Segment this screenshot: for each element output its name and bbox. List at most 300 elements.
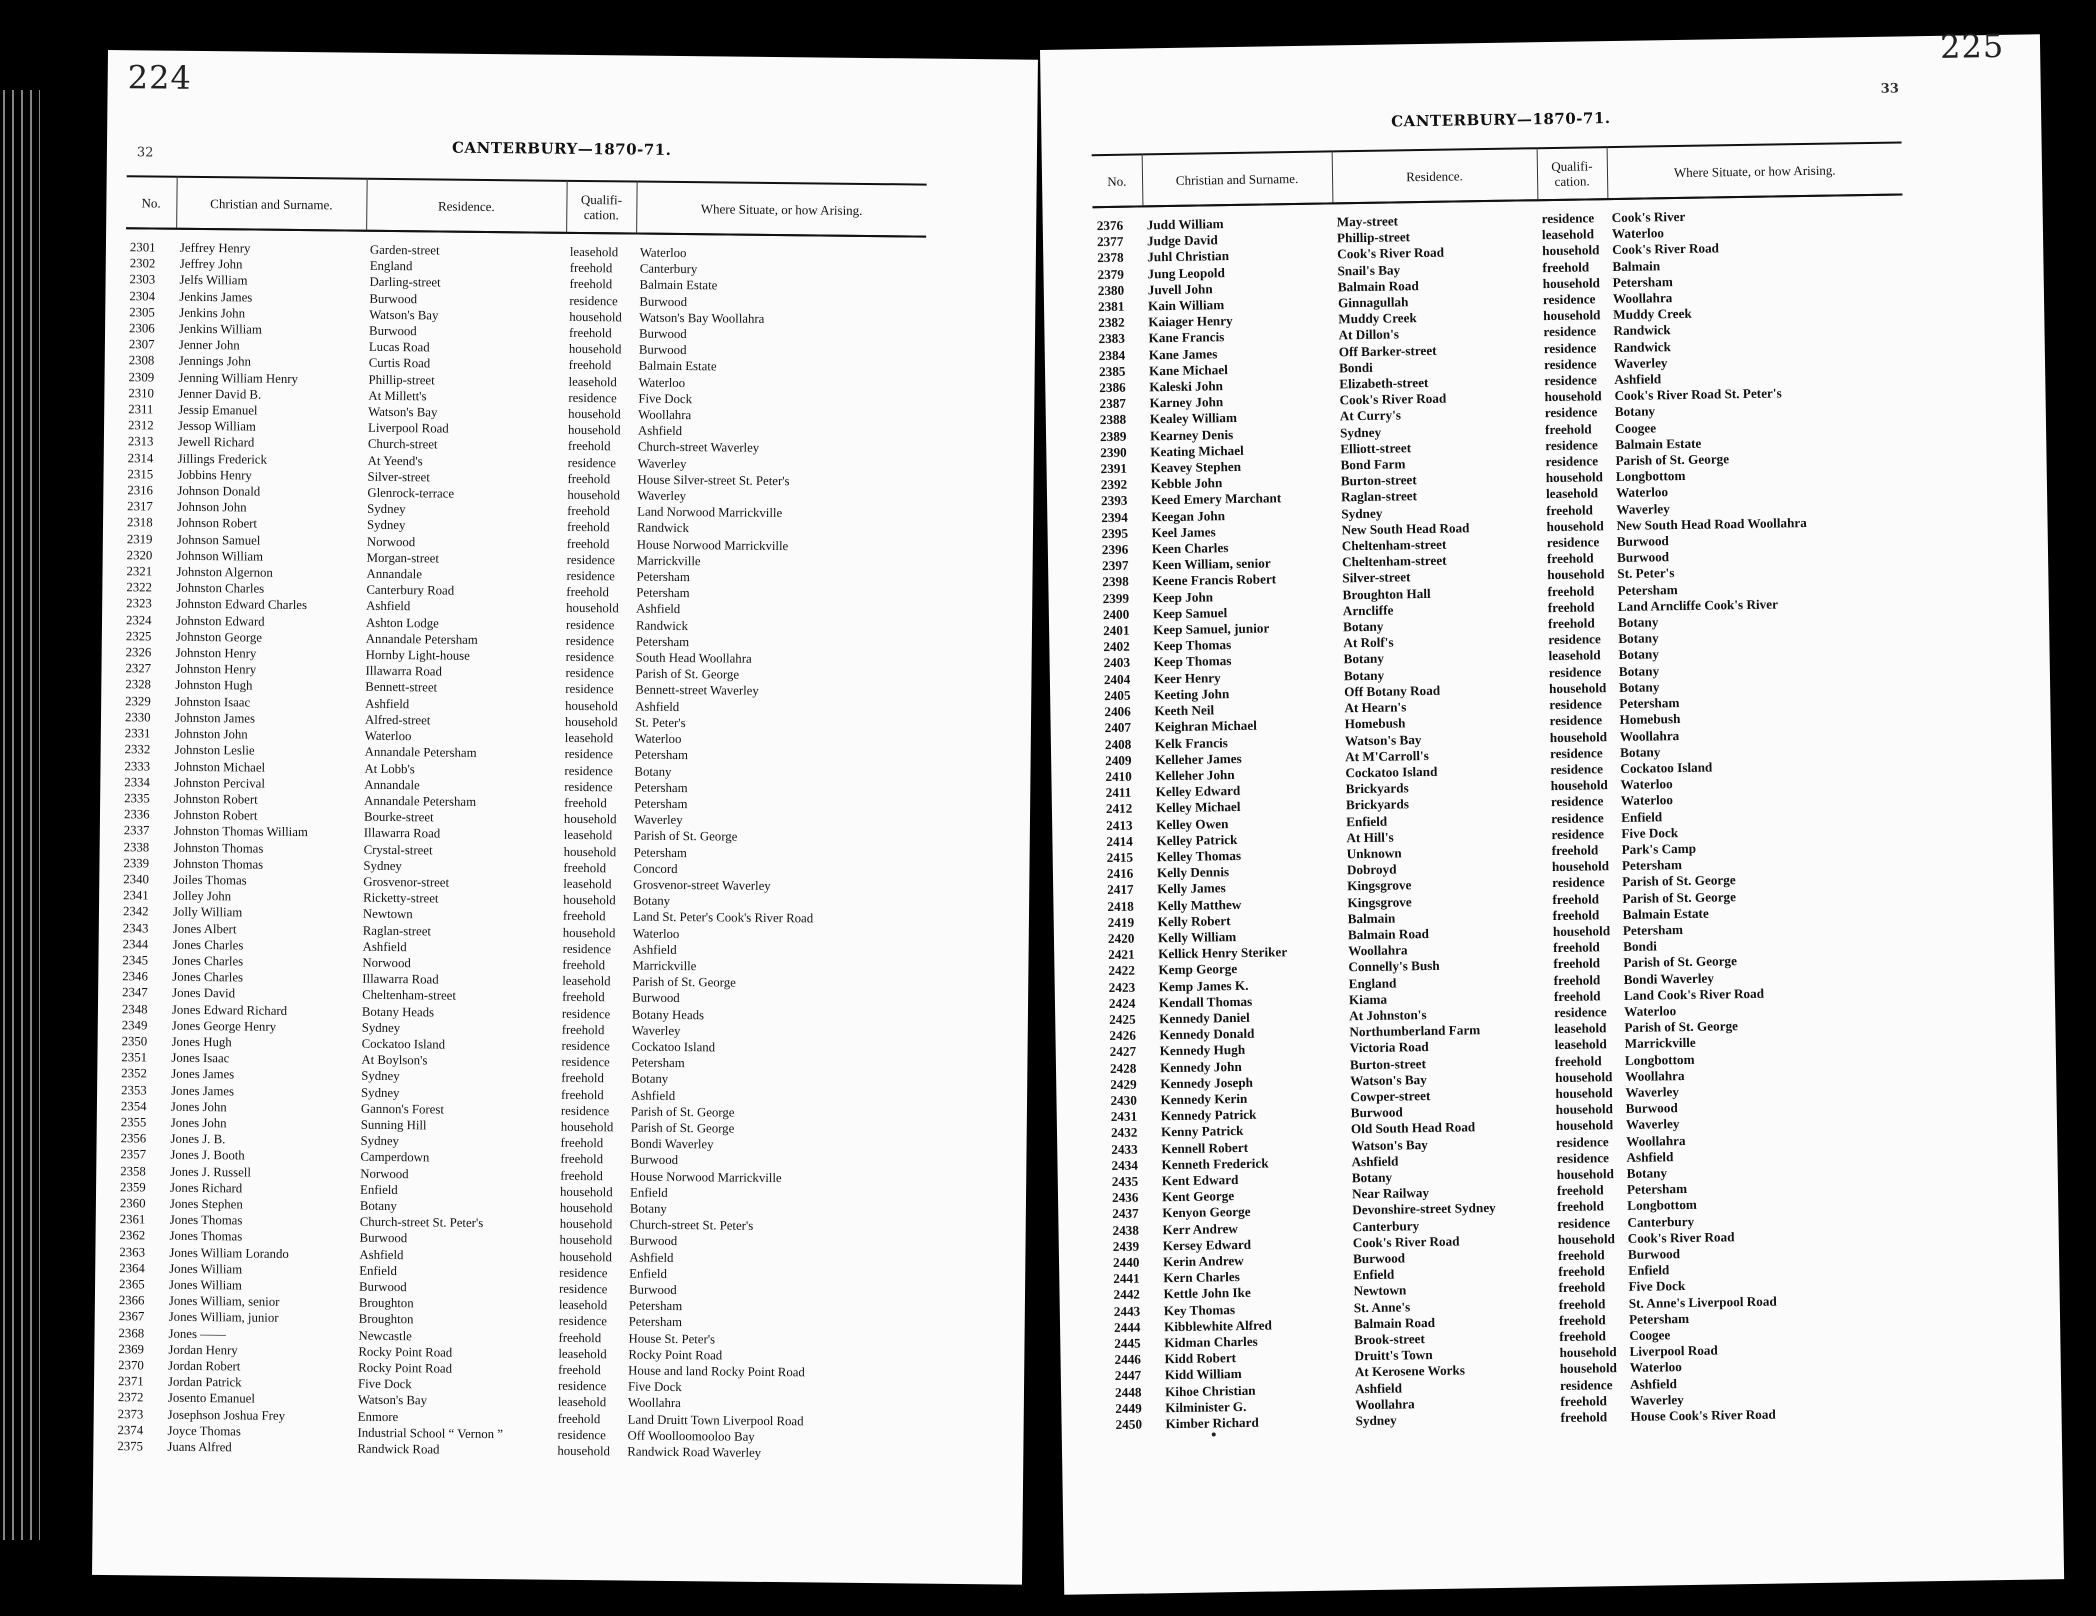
cell-name: Jenner John xyxy=(178,337,240,353)
cell-where-situate: Five Dock xyxy=(638,391,693,406)
cell-no: 2391 xyxy=(1100,460,1128,477)
cell-name: Kelleher John xyxy=(1155,766,1235,784)
cell-name: Keep John xyxy=(1152,589,1214,605)
cell-qualification: freehold xyxy=(561,1087,604,1102)
cell-residence: Druitt's Town xyxy=(1354,1347,1433,1364)
cell-where-situate: House Norwood Marrickville xyxy=(636,537,789,553)
cell-no: 2353 xyxy=(121,1082,147,1098)
cell-where-situate: Petersham xyxy=(1612,273,1673,290)
cell-residence: Annandale xyxy=(366,566,423,582)
cell-qualification: residence xyxy=(561,1038,610,1054)
cell-where-situate: Burwood xyxy=(630,1152,679,1168)
cell-where-situate: Waterloo xyxy=(634,731,682,747)
cell-where-situate: Ashfield xyxy=(1629,1375,1678,1392)
cell-qualification: freehold xyxy=(1559,1328,1607,1345)
cell-name: Keegan John xyxy=(1151,507,1226,524)
cell-name: Kennedy Kerin xyxy=(1160,1090,1248,1108)
cell-no: 2399 xyxy=(1102,590,1130,606)
cell-residence: Illawarra Road xyxy=(363,826,441,841)
cell-name: Johnston Thomas William xyxy=(173,824,308,840)
cell-no: 2407 xyxy=(1104,719,1132,736)
cell-qualification: household xyxy=(1549,728,1608,745)
cell-no: 2383 xyxy=(1098,331,1126,347)
cell-qualification: residence xyxy=(559,1265,608,1281)
cell-where-situate: Botany xyxy=(1619,744,1661,760)
cell-name: Jessop William xyxy=(177,418,256,434)
cell-where-situate: South Head Woollahra xyxy=(635,650,752,666)
cell-no: 2360 xyxy=(119,1196,146,1211)
cell-name: Kenyon George xyxy=(1162,1204,1251,1221)
cell-name: Jones —— xyxy=(168,1326,226,1341)
cell-where-situate: Woollahra xyxy=(638,407,692,423)
cell-qualification: freehold xyxy=(563,860,607,875)
cell-no: 2398 xyxy=(1102,574,1129,590)
cell-qualification: leasehold xyxy=(569,244,619,260)
cell-qualification: residence xyxy=(1549,744,1603,761)
cell-qualification: residence xyxy=(1557,1214,1611,1231)
cell-no: 2370 xyxy=(118,1358,144,1373)
cell-qualification: household xyxy=(1555,1117,1614,1134)
cell-where-situate: Botany xyxy=(1626,1165,1668,1181)
cell-name: Jeffrey Henry xyxy=(179,240,251,256)
cell-where-situate: Balmain xyxy=(1612,257,1661,274)
cell-name: Kelly James xyxy=(1157,880,1226,897)
cell-no: 2306 xyxy=(129,321,155,336)
cell-qualification: leasehold xyxy=(1548,647,1601,664)
cell-name: Jenkins James xyxy=(179,289,253,305)
cell-qualification: freehold xyxy=(1547,599,1595,615)
cell-no: 2331 xyxy=(124,726,151,741)
cell-residence: Unknown xyxy=(1346,845,1402,862)
cell-no: 2346 xyxy=(122,969,148,984)
cell-where-situate: Balmain Estate xyxy=(638,358,717,374)
cell-where-situate: Parish of St. George xyxy=(1622,888,1737,906)
cell-where-situate: Bondi Waverley xyxy=(630,1136,714,1152)
cell-name: Jones William xyxy=(169,1277,242,1293)
cell-no: 2336 xyxy=(123,807,150,822)
cell-no: 2311 xyxy=(128,402,154,417)
cell-name: Jones J. Booth xyxy=(170,1148,245,1163)
cell-residence: Bennett-street xyxy=(365,680,438,695)
cell-qualification: freehold xyxy=(1554,1052,1602,1069)
cell-no: 2417 xyxy=(1107,881,1134,898)
cell-residence: Cook's River Road xyxy=(1352,1233,1460,1251)
cell-where-situate: Parish of St. George xyxy=(1615,451,1730,469)
cell-qualification: freehold xyxy=(1547,615,1595,632)
ink-dot xyxy=(1212,1432,1216,1436)
cell-no: 2443 xyxy=(1113,1303,1141,1319)
cell-residence: Sydney xyxy=(361,1085,400,1100)
cell-where-situate: Botany xyxy=(1617,614,1659,631)
cell-name: Johnson John xyxy=(177,500,247,515)
cell-residence: Phillip-street xyxy=(1336,229,1411,246)
cell-residence: Sydney xyxy=(1339,424,1382,440)
cell-name: Keer Henry xyxy=(1153,669,1221,686)
cell-where-situate: Petersham xyxy=(1619,695,1680,712)
cell-where-situate: Woollahra xyxy=(1626,1132,1686,1149)
cell-qualification: household xyxy=(1559,1360,1618,1377)
cell-qualification: household xyxy=(565,698,618,714)
cell-name: Jones William, junior xyxy=(168,1310,279,1326)
cell-where-situate: Church-street Waverley xyxy=(637,440,760,456)
cell-name: Keen Charles xyxy=(1151,540,1229,557)
cell-name: Johnston Thomas xyxy=(173,856,264,872)
cell-no: 2361 xyxy=(119,1212,146,1227)
cell-residence: Enfield xyxy=(1353,1266,1395,1283)
cell-name: Kelley Owen xyxy=(1156,815,1229,832)
cell-where-situate: Marrickville xyxy=(1624,1035,1696,1052)
cell-where-situate: Off Woolloomooloo Bay xyxy=(627,1428,755,1444)
cell-residence: Botany Heads xyxy=(361,1004,435,1020)
cell-where-situate: Marrickville xyxy=(636,553,701,569)
cell-name: Kenny Patrick xyxy=(1160,1123,1244,1140)
cell-no: 2325 xyxy=(125,629,152,644)
cell-no: 2387 xyxy=(1099,395,1127,412)
cell-no: 2304 xyxy=(129,288,156,304)
cell-name: Jones Charles xyxy=(172,969,244,985)
cell-where-situate: Concord xyxy=(633,861,678,876)
cell-residence: Sydney xyxy=(361,1020,401,1035)
cell-where-situate: Coogee xyxy=(1629,1327,1671,1343)
cell-name: Kealey William xyxy=(1149,410,1237,427)
cell-residence: Sydney xyxy=(361,1069,400,1084)
cell-residence: Camperdown xyxy=(360,1150,430,1165)
cell-name: Kendall Thomas xyxy=(1158,993,1253,1010)
cell-residence: Ashfield xyxy=(1351,1153,1399,1170)
col-header-no: No. xyxy=(1092,154,1143,207)
cell-name: Kidd Robert xyxy=(1164,1350,1237,1367)
cell-qualification: household xyxy=(559,1184,613,1200)
cell-qualification: residence xyxy=(560,1103,610,1119)
cell-residence: Watson's Bay xyxy=(368,404,438,420)
cell-name: Johnston George xyxy=(175,629,263,645)
cell-qualification: freehold xyxy=(561,1071,604,1086)
cell-residence: Watson's Bay xyxy=(1350,1071,1427,1089)
cell-where-situate: Petersham xyxy=(1628,1310,1690,1327)
cell-residence: Church-street St. Peter's xyxy=(359,1214,484,1231)
cell-residence: Ashfield xyxy=(1354,1380,1403,1396)
cell-no: 2315 xyxy=(127,467,154,482)
page-number: 225 xyxy=(1939,26,2005,66)
cell-name: Keeting John xyxy=(1154,685,1230,703)
cell-where-situate: Waverley xyxy=(637,488,687,504)
cell-residence: Cheltenham-street xyxy=(1341,536,1447,554)
cell-name: Johnson Donald xyxy=(177,483,261,499)
cell-qualification: freehold xyxy=(1558,1263,1606,1280)
cell-no: 2356 xyxy=(120,1131,147,1146)
cell-residence: Burwood xyxy=(358,1279,407,1295)
cell-qualification: freehold xyxy=(561,1022,605,1038)
cell-qualification: residence xyxy=(562,941,612,957)
cell-name: Jones William Lorando xyxy=(169,1245,289,1261)
cell-residence: Kingsgrove xyxy=(1347,877,1412,894)
cell-qualification: freehold xyxy=(1558,1295,1606,1312)
cell-residence: Sydney xyxy=(360,1133,400,1149)
cell-no: 2369 xyxy=(118,1341,145,1357)
cell-no: 2303 xyxy=(129,272,156,287)
cell-where-situate: Longbottom xyxy=(1615,468,1686,485)
cell-where-situate: Petersham xyxy=(1622,921,1684,938)
cell-name: Keighran Michael xyxy=(1154,717,1257,735)
cell-qualification: freehold xyxy=(567,504,610,519)
cell-residence: Randwick Road xyxy=(357,1441,440,1457)
cell-qualification: freehold xyxy=(567,471,611,487)
col-header-qualification: Qualifi-cation. xyxy=(1537,147,1608,200)
cell-where-situate: Grosvenor-street Waverley xyxy=(633,877,771,893)
cell-qualification: residence xyxy=(1542,291,1596,308)
cell-no: 2372 xyxy=(117,1390,144,1405)
cell-name: Jones George Henry xyxy=(171,1018,277,1034)
cell-qualification: freehold xyxy=(562,957,606,973)
col-header-no: No. xyxy=(126,176,177,229)
cell-no: 2448 xyxy=(1114,1384,1142,1400)
cell-residence: Waterloo xyxy=(364,728,412,744)
cell-name: Kent George xyxy=(1161,1188,1235,1205)
cell-residence: Rocky Point Road xyxy=(358,1344,453,1360)
cell-qualification: freehold xyxy=(1547,583,1595,599)
cell-residence: Broughton Hall xyxy=(1342,585,1431,602)
cell-qualification: leasehold xyxy=(1541,226,1595,243)
cell-residence: Ashfield xyxy=(366,599,411,614)
cell-residence: Ashfield xyxy=(362,939,407,954)
cell-qualification: residence xyxy=(1556,1133,1609,1150)
cell-qualification: leasehold xyxy=(1554,1020,1607,1037)
cell-where-situate: Parish of St. George xyxy=(1622,872,1736,890)
cell-where-situate: Land Arncliffe Cook's River xyxy=(1617,596,1778,614)
cell-name: Kane James xyxy=(1148,345,1218,362)
cell-where-situate: Parish of St. George xyxy=(635,666,740,682)
cell-no: 2326 xyxy=(125,645,152,660)
cell-qualification: freehold xyxy=(1558,1279,1606,1296)
cell-where-situate: Church-street St. Peter's xyxy=(629,1217,754,1234)
cell-qualification: household xyxy=(1555,1085,1613,1102)
cell-qualification: residence xyxy=(1548,663,1602,680)
cell-qualification: residence xyxy=(1545,453,1599,470)
cell-qualification: household xyxy=(568,342,622,357)
cell-no: 2307 xyxy=(128,337,155,352)
cell-no: 2313 xyxy=(127,434,154,449)
cell-where-situate: Burwood xyxy=(638,342,687,358)
cell-where-situate: Waterloo xyxy=(1615,484,1669,501)
cell-residence: Newcastle xyxy=(358,1328,412,1343)
cell-name: Jobbins Henry xyxy=(177,467,252,483)
cell-qualification: household xyxy=(560,1119,614,1135)
cell-name: Jones J. Russell xyxy=(170,1164,252,1180)
cell-no: 2427 xyxy=(1109,1043,1137,1060)
left-page xyxy=(92,50,1038,1585)
folio-number: 32 xyxy=(136,145,154,161)
cell-residence: Burwood xyxy=(1350,1104,1403,1121)
cell-no: 2374 xyxy=(117,1423,144,1438)
cell-name: Jenkins William xyxy=(179,321,262,337)
cell-residence: Canterbury xyxy=(1352,1217,1420,1234)
cell-where-situate: Petersham xyxy=(1621,857,1683,874)
cell-no: 2343 xyxy=(122,920,149,936)
cell-name: Kelleher James xyxy=(1155,750,1242,767)
cell-no: 2379 xyxy=(1097,266,1125,282)
cell-no: 2341 xyxy=(123,888,149,903)
cell-qualification: freehold xyxy=(569,261,613,276)
cell-no: 2450 xyxy=(1115,1416,1143,1433)
cell-where-situate: Petersham xyxy=(1626,1181,1688,1198)
cell-residence: At M'Carroll's xyxy=(1345,747,1429,764)
cell-residence: Annandale xyxy=(364,777,420,793)
cell-where-situate: Longbottom xyxy=(1624,1051,1695,1068)
cell-where-situate: Burwood xyxy=(1627,1246,1681,1262)
cell-residence: Hornby Light-house xyxy=(365,647,470,663)
cell-no: 2395 xyxy=(1101,525,1129,541)
cell-residence: Botany xyxy=(1343,667,1385,683)
cell-where-situate: Burwood xyxy=(638,326,687,342)
cell-qualification: residence xyxy=(564,747,614,762)
cell-no: 2424 xyxy=(1108,995,1136,1011)
cell-no: 2437 xyxy=(1112,1205,1139,1222)
cell-name: Jelfs William xyxy=(179,273,248,288)
cell-name: Kelley Thomas xyxy=(1156,847,1242,865)
cell-name: Jillings Frederick xyxy=(177,451,268,467)
cell-qualification: household xyxy=(563,892,616,908)
cell-name: Kenneth Frederick xyxy=(1161,1155,1269,1173)
cell-where-situate: Burwood xyxy=(632,990,680,1006)
cell-residence: Broughton xyxy=(358,1312,414,1327)
cell-residence: At Dillon's xyxy=(1338,326,1400,343)
cell-no: 2348 xyxy=(121,1001,148,1017)
cell-no: 2345 xyxy=(122,953,149,968)
cell-no: 2309 xyxy=(128,369,155,385)
cell-qualification: leasehold xyxy=(1554,1036,1607,1053)
cell-no: 2431 xyxy=(1110,1108,1138,1125)
cell-name: Keep Thomas xyxy=(1153,653,1232,670)
cell-name: Johnston Edward Charles xyxy=(176,597,308,613)
cell-residence: Raglan-street xyxy=(1340,488,1418,505)
cell-where-situate: Bondi xyxy=(1623,938,1658,955)
cell-where-situate: Parish of St. George xyxy=(630,1104,735,1120)
cell-where-situate: Botany Heads xyxy=(631,1007,705,1022)
cell-name: Judge David xyxy=(1146,232,1218,249)
cell-residence: Silver-street xyxy=(1342,569,1411,586)
cell-name: Kidman Charles xyxy=(1164,1333,1258,1351)
cell-where-situate: Ashfield xyxy=(631,1088,676,1103)
cell-no: 2363 xyxy=(119,1244,146,1260)
cell-qualification: freehold xyxy=(566,536,610,551)
cell-residence: Cook's River Road xyxy=(1337,245,1445,262)
cell-residence: Ashfield xyxy=(365,696,410,711)
cell-residence: Norwood xyxy=(366,534,416,549)
cell-where-situate: Balmain Estate xyxy=(1615,435,1702,452)
cell-qualification: household xyxy=(1547,566,1605,583)
cell-no: 2444 xyxy=(1113,1319,1141,1335)
cell-where-situate: Balmain Estate xyxy=(1622,905,1709,922)
cell-qualification: household xyxy=(567,423,621,438)
cell-no: 2301 xyxy=(129,240,156,255)
cell-qualification: household xyxy=(1542,275,1601,291)
cell-name: Jones Richard xyxy=(170,1180,243,1196)
cell-qualification: freehold xyxy=(566,520,610,535)
cell-no: 2420 xyxy=(1107,930,1135,946)
cell-no: 2445 xyxy=(1114,1335,1141,1352)
cell-no: 2368 xyxy=(118,1325,145,1341)
cell-where-situate: Five Dock xyxy=(1621,824,1679,841)
cell-residence: Sunning Hill xyxy=(360,1117,427,1133)
cell-name: Karney John xyxy=(1149,394,1224,411)
cell-name: Jones William xyxy=(169,1261,243,1277)
cell-where-situate: House St. Peter's xyxy=(628,1331,716,1347)
cell-name: Jones Isaac xyxy=(171,1050,230,1066)
cell-qualification: residence xyxy=(561,1006,611,1021)
cell-no: 2393 xyxy=(1100,493,1128,509)
cell-name: Johnston James xyxy=(174,710,256,726)
cell-qualification: freehold xyxy=(568,358,612,373)
cell-residence: Enfield xyxy=(359,1263,397,1278)
cell-qualification: residence xyxy=(1543,356,1597,372)
cell-no: 2397 xyxy=(1101,557,1129,574)
cell-qualification: residence xyxy=(1549,712,1603,729)
cell-no: 2310 xyxy=(128,386,155,401)
cell-qualification: residence xyxy=(564,779,613,795)
cell-name: Kelly Matthew xyxy=(1157,896,1242,913)
cell-residence: Ricketty-street xyxy=(363,890,439,906)
cell-where-situate: Burwood xyxy=(639,294,688,309)
cell-where-situate: Muddy Creek xyxy=(1613,306,1692,323)
cell-no: 2438 xyxy=(1112,1222,1140,1238)
cell-residence: Homebush xyxy=(1344,715,1406,732)
cell-where-situate: Waterloo xyxy=(1624,1003,1677,1019)
cell-qualification: freehold xyxy=(562,909,606,924)
cell-name: Jones John xyxy=(170,1099,227,1115)
cell-no: 2413 xyxy=(1106,817,1133,833)
cell-name: Keed Emery Marchant xyxy=(1150,490,1282,508)
cell-residence: Old South Head Road xyxy=(1350,1119,1476,1137)
cell-where-situate: Petersham xyxy=(634,780,688,795)
cell-where-situate: Ashfield xyxy=(629,1250,674,1265)
cell-no: 2330 xyxy=(124,710,151,725)
cell-name: Kihoe Christian xyxy=(1164,1382,1256,1399)
cell-no: 2386 xyxy=(1099,379,1126,396)
cell-name: Johnston Henry xyxy=(175,662,257,677)
cell-name: Kearney Denis xyxy=(1149,426,1234,443)
cell-residence: Watson's Bay xyxy=(357,1393,428,1408)
cell-where-situate: Rocky Point Road xyxy=(628,1347,723,1363)
cell-no: 2406 xyxy=(1104,703,1131,720)
cell-residence: At Curry's xyxy=(1339,407,1402,424)
cell-name: Jennings John xyxy=(178,354,251,369)
cell-residence: Grosvenor-street xyxy=(363,874,450,890)
cell-qualification: residence xyxy=(565,666,614,681)
cell-where-situate: Petersham xyxy=(1617,581,1678,598)
cell-where-situate: Enfield xyxy=(629,1185,668,1200)
cell-name: Johnston Percival xyxy=(174,775,266,791)
cell-residence: Silver-street xyxy=(367,469,430,485)
cell-where-situate: Ashfield xyxy=(635,699,680,714)
cell-residence: Darling-street xyxy=(369,275,441,290)
cell-no: 2400 xyxy=(1102,606,1130,622)
cell-name: Jenkins John xyxy=(179,305,246,321)
cell-residence: Off Barker-street xyxy=(1338,342,1437,359)
cell-qualification: residence xyxy=(1543,339,1597,356)
cell-name: Kemp George xyxy=(1158,961,1238,978)
cell-where-situate: Waterloo xyxy=(1611,225,1665,242)
cell-where-situate: Burwood xyxy=(1625,1100,1678,1117)
cell-no: 2426 xyxy=(1109,1027,1136,1044)
cell-residence: Cockatoo Island xyxy=(361,1036,446,1052)
cell-qualification: freehold xyxy=(558,1362,601,1378)
cell-no: 2339 xyxy=(123,855,150,871)
cell-where-situate: Cockatoo Island xyxy=(631,1039,716,1055)
cell-where-situate: Marrickville xyxy=(632,958,697,974)
cell-name: Jones Hugh xyxy=(171,1034,232,1050)
cell-residence: Sydney xyxy=(363,858,402,873)
cell-qualification: household xyxy=(1555,1101,1614,1118)
